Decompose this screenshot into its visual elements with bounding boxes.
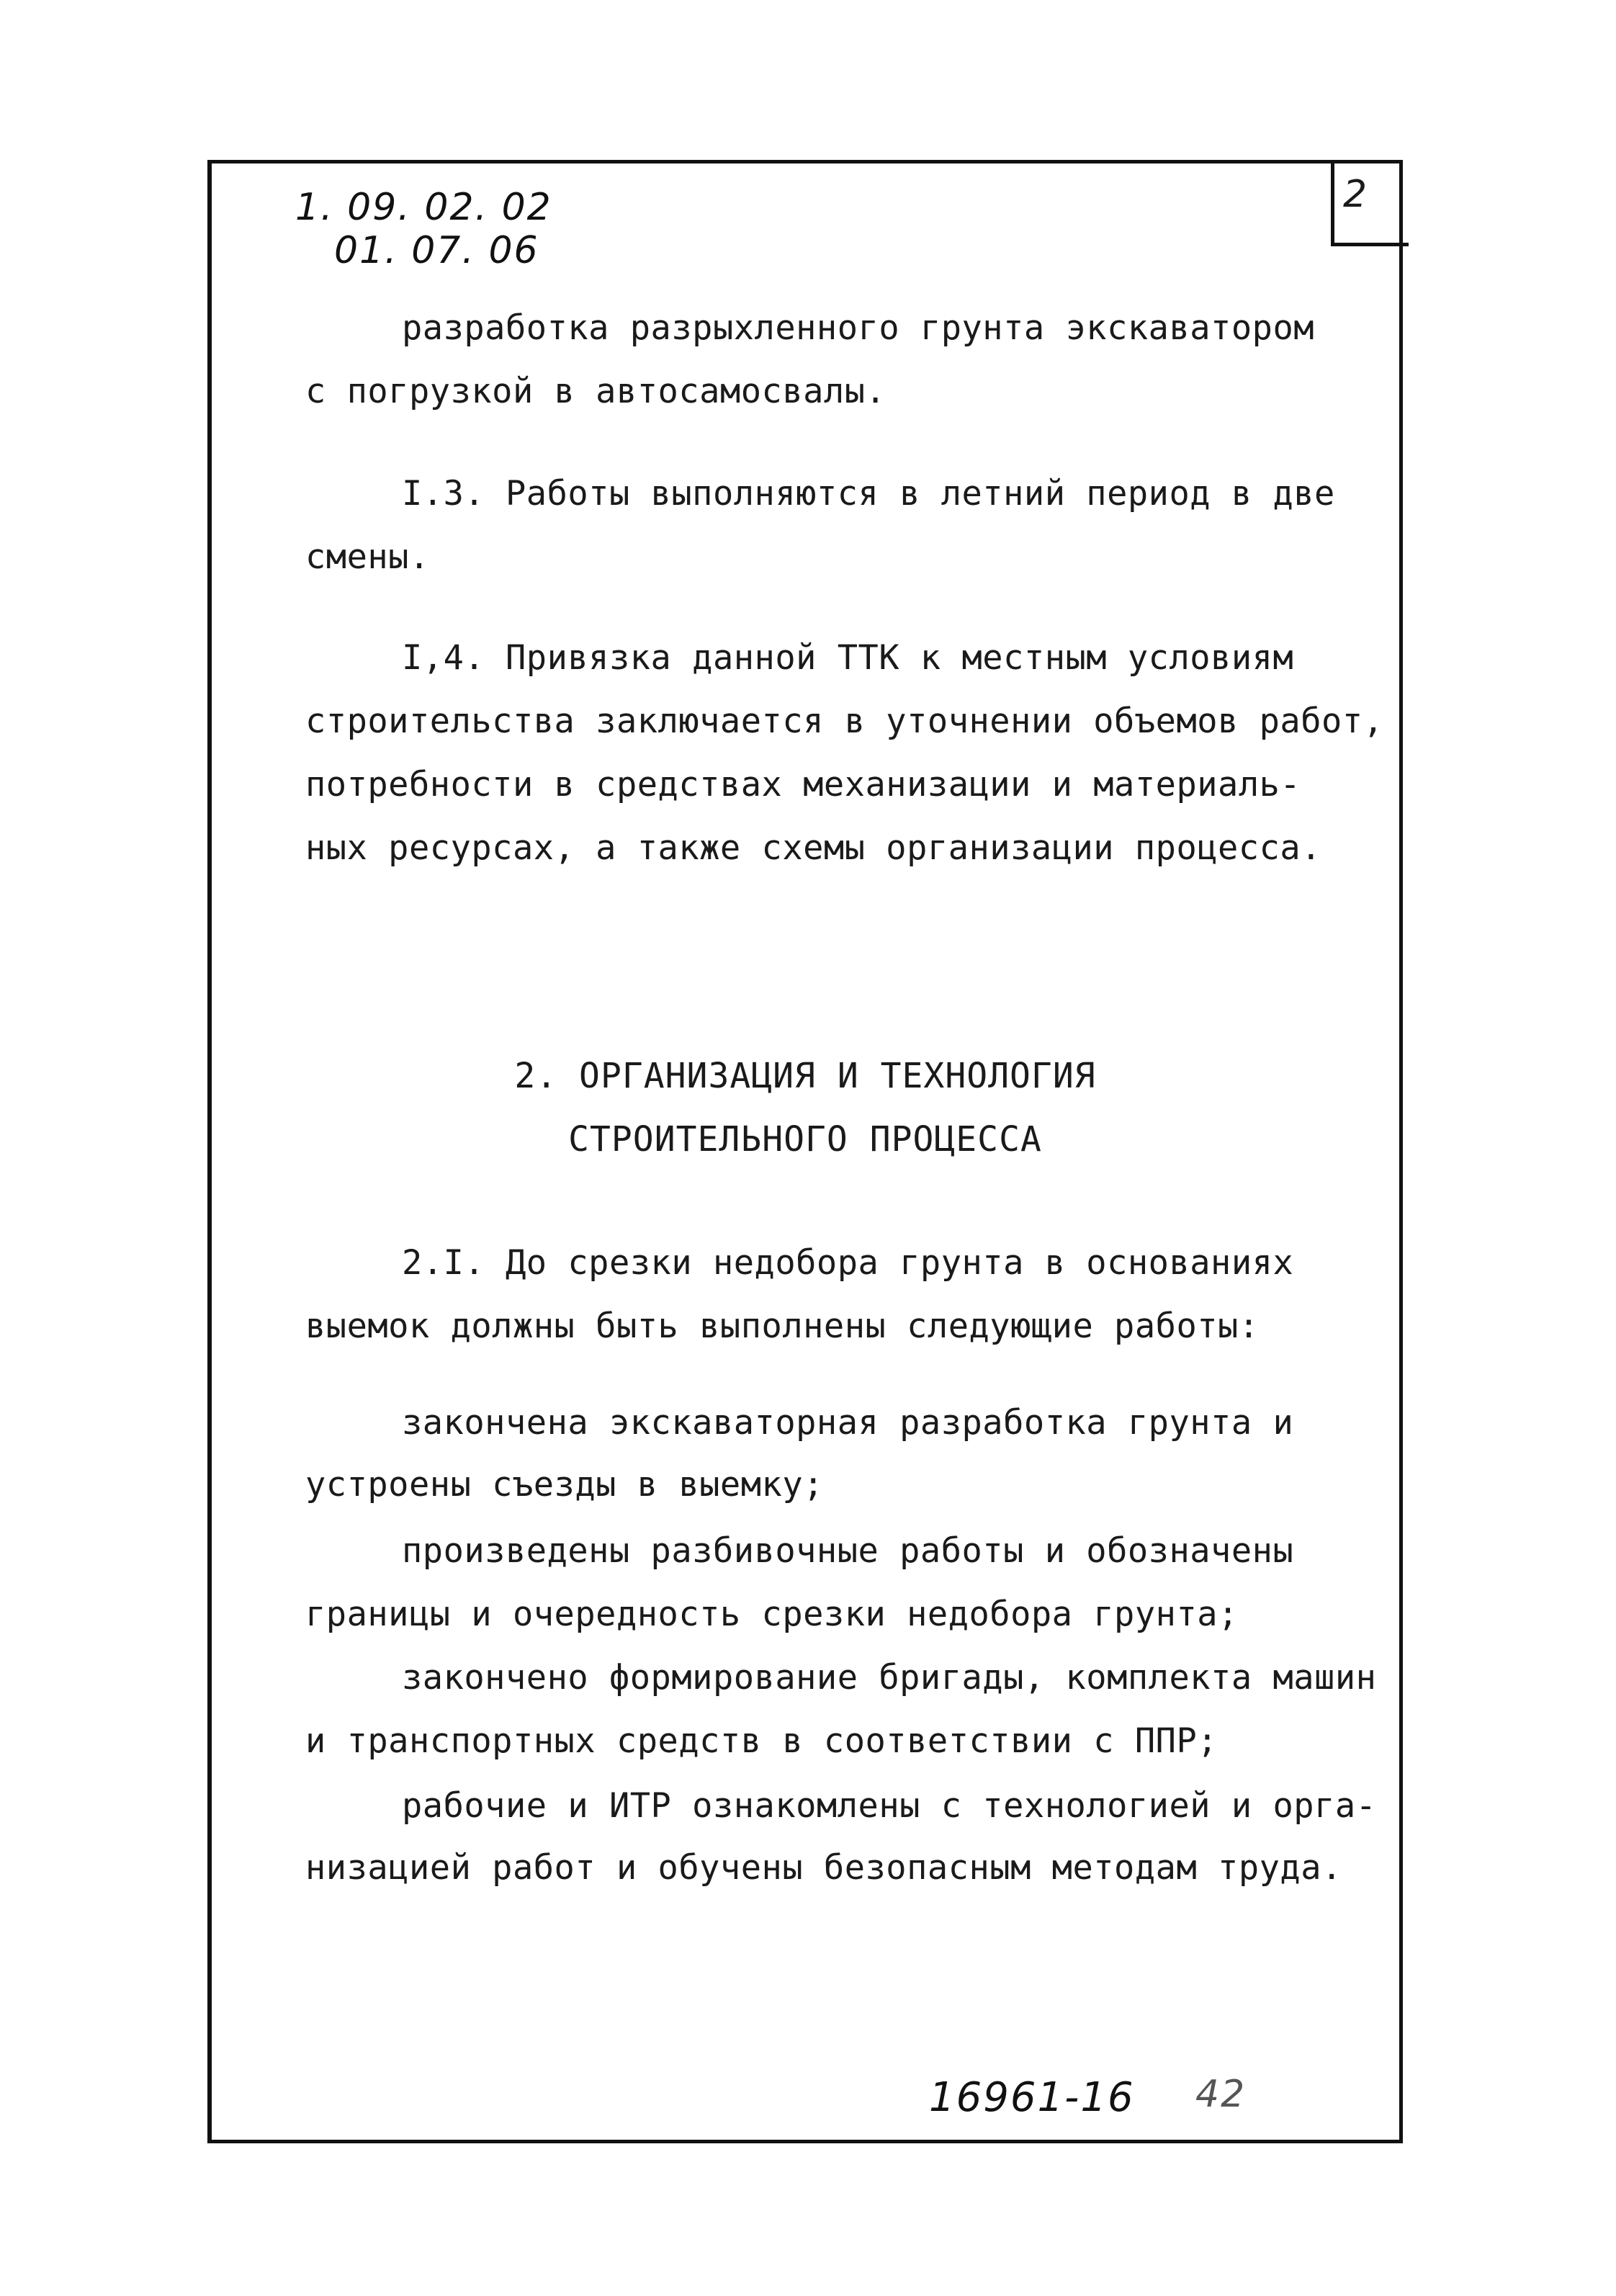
text-line: смены. bbox=[305, 537, 430, 577]
text-line: I.3. Работы выполняются в летний период в две bbox=[402, 474, 1335, 514]
page-number-box bbox=[1331, 163, 1409, 246]
text-line: границы и очередность срезки недобора грунта; bbox=[305, 1595, 1239, 1634]
sheet-number: 42 bbox=[1195, 2073, 1247, 2116]
document-code-line1: 1. 09. 02. 02 bbox=[295, 186, 552, 229]
text-line: устроены съезды в выемку; bbox=[305, 1465, 824, 1504]
document-code-line2: 01. 07. 06 bbox=[334, 229, 539, 272]
text-line: закончена экскаваторная разработка грунта и bbox=[402, 1403, 1294, 1443]
section-title: 2. ОРГАНИЗАЦИЯ И ТЕХНОЛОГИЯ bbox=[514, 1056, 1096, 1096]
text-line: ных ресурсах, а также схемы организации процесса. bbox=[305, 828, 1322, 868]
text-line: выемок должны быть выполнены следующие работы: bbox=[305, 1306, 1260, 1346]
text-line: с погрузкой в автосамосвалы. bbox=[305, 372, 886, 411]
text-line: разработка разрыхленного грунта экскаватором bbox=[402, 308, 1315, 348]
text-line: и транспортных средств в соответствии с ППР; bbox=[305, 1721, 1218, 1761]
section-subtitle: СТРОИТЕЛЬНОГО ПРОЦЕССА bbox=[568, 1119, 1042, 1160]
text-line: низацией работ и обучены безопасным методам труда. bbox=[305, 1848, 1342, 1888]
page-number: 2 bbox=[1343, 173, 1368, 216]
text-line: произведены разбивочные работы и обозначены bbox=[402, 1531, 1294, 1571]
text-line: строительства заключается в уточнении объемов работ, bbox=[305, 701, 1384, 741]
text-line: потребности в средствах механизации и материаль- bbox=[305, 765, 1301, 804]
text-line: закончено формирование бригады, комплекта машин bbox=[402, 1658, 1377, 1698]
document-number: 16961-16 bbox=[929, 2074, 1135, 2121]
text-line: I,4. Привязка данной ТТК к местным условиям bbox=[402, 638, 1294, 678]
text-line: 2.I. До срезки недобора грунта в основаниях bbox=[402, 1243, 1294, 1283]
text-line: рабочие и ИТР ознакомлены с технологией и орга- bbox=[402, 1786, 1377, 1826]
